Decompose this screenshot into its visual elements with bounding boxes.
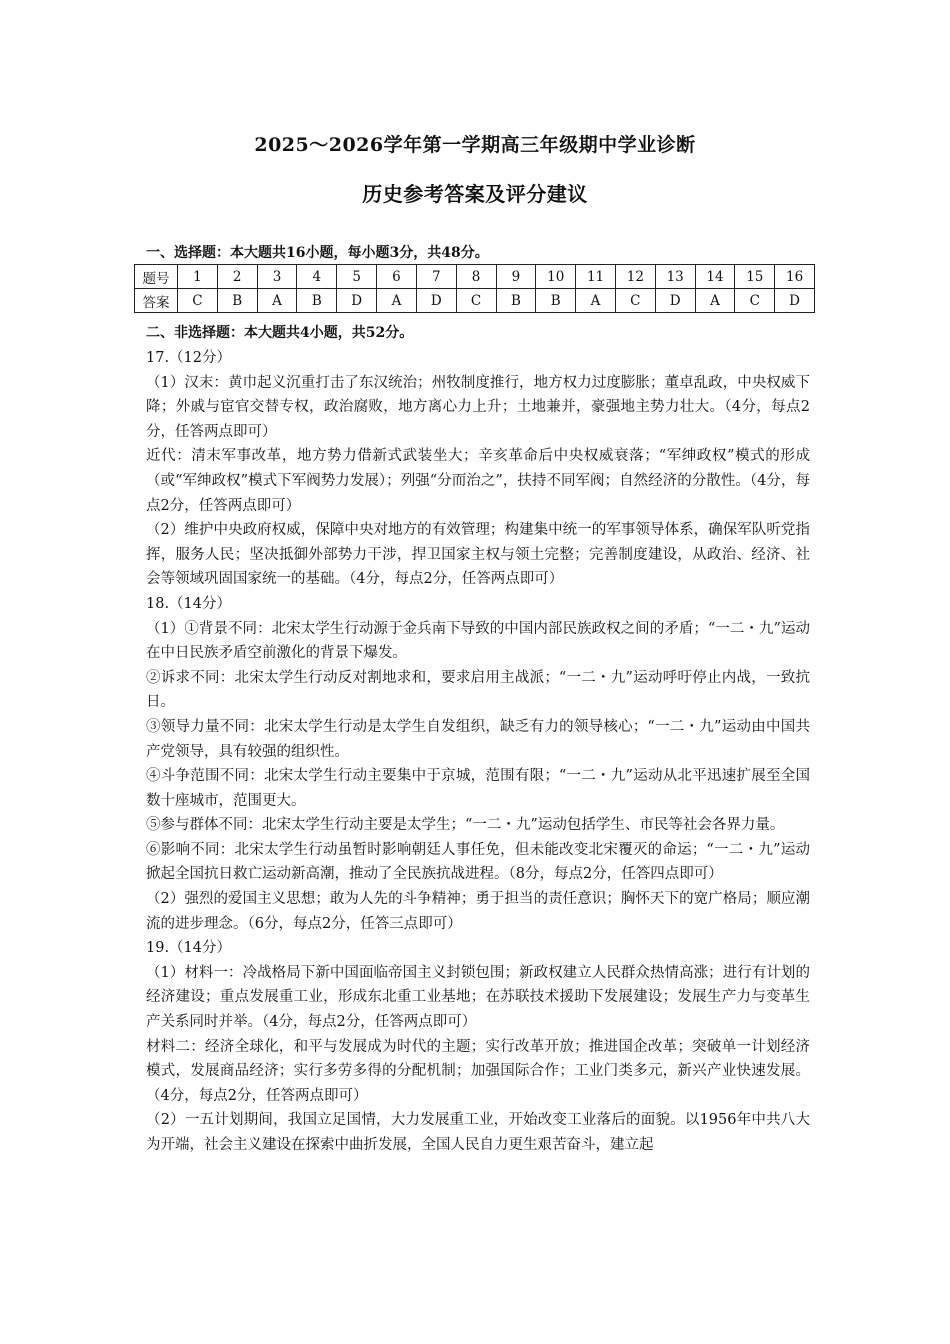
answer-paragraph: 19.（14分） (146, 940, 232, 957)
answer-paragraph: （1）①背景不同：北宋太学生行动源于金兵南下导致的中国内部民族政权之间的矛盾；“一二・九”运动在中日民族矛盾空前激化的背景下爆发。 (146, 620, 810, 662)
question-number-cell: 3 (257, 265, 297, 289)
answer-cell: B (536, 289, 576, 313)
question-number-cell: 1 (178, 265, 218, 289)
answer-paragraph: （2）维护中央政府权威，保障中央对地方的有效管理；构建集中统一的军事领导体系，确保军队听党指挥，服务人民；坚决抵御外部势力干涉，捍卫国家主权与领土完整；完善制度建设，从政治、经济、社会等领域巩固国家统一的基础。（4分，每点2分，任答两点即可） (146, 522, 810, 588)
answer-paragraph: ⑥影响不同：北宋太学生行动虽暂时影响朝廷人事任免，但未能改变北宋覆灭的命运；“一二・九”运动掀起全国抗日救亡运动新高潮，推动了全民族抗战进程。（8分，每点2分，任答四点即可） (146, 841, 810, 883)
answer-cell: A (695, 289, 735, 313)
question-number-cell: 15 (735, 265, 775, 289)
question-number-cell: 5 (337, 265, 377, 289)
answer-paragraph: 材料二：经济全球化，和平与发展成为时代的主题；实行改革开放；推进国企改革；突破单一计划经济模式，发展商品经济；实行多劳多得的分配机制；加强国际合作；工业门类多元，新兴产业快速发展。（4分，每点2分，任答两点即可） (146, 1038, 810, 1104)
answer-cell: C (735, 289, 775, 313)
answer-cell: B (217, 289, 257, 313)
answer-row (135, 289, 815, 313)
answer-paragraph: ④斗争范围不同：北宋太学生行动主要集中于京城，范围有限；“一二・九”运动从北平迅速扩展至全国数十座城市，范围更大。 (146, 768, 810, 809)
answer-paragraph: 18.（14分） (146, 595, 232, 612)
section1-heading: 一、选择题：本大题共16小题，每小题3分，共48分。 (146, 245, 489, 261)
answer-cell: A (576, 289, 616, 313)
section2-heading: 二、非选择题：本大题共4小题，共52分。 (146, 325, 414, 341)
answer-paragraph: （1）材料一：冷战格局下新中国面临帝国主义封锁包围；新政权建立人民群众热情高涨；进行有计划的经济建设；重点发展重工业，形成东北重工业基地；在苏联技术援助下发展建设；发展生产力与变革生产关系同时并举。（4分，每点2分，任答两点即可） (146, 964, 810, 1031)
answer-cell: D (416, 289, 456, 313)
answer-cell: A (257, 289, 297, 313)
answer-paragraph: （2）一五计划期间，我国立足国情，大力发展重工业，开始改变工业落后的面貌。以1956年中共八大为开端，社会主义建设在探索中曲折发展，全国人民自力更生艰苦奋斗，建立起 (146, 1112, 810, 1153)
row-label-answer: 答案 (135, 289, 178, 313)
answer-cell: D (775, 289, 815, 313)
question-number-cell: 14 (695, 265, 735, 289)
question-number-cell: 13 (655, 265, 695, 289)
question-number-row (135, 265, 815, 289)
question-number-cell: 9 (496, 265, 536, 289)
question-number-cell: 11 (576, 265, 616, 289)
answer-cell: C (456, 289, 496, 313)
answer-paragraph: ⑤参与群体不同：北宋太学生行动主要是太学生；“一二・九”运动包括学生、市民等社会各界力量。 (146, 817, 785, 834)
row-label-number: 题号 (135, 265, 178, 289)
answer-cell: B (297, 289, 337, 313)
page-subtitle: 历史参考答案及评分建议 (362, 182, 588, 206)
page-title: 2025～2026学年第一学期高三年级期中学业诊断 (254, 134, 696, 156)
question-number-cell: 4 (297, 265, 337, 289)
answer-paragraph: 近代：清末军事改革，地方势力借新式武装坐大；辛亥革命后中央权威衰落；“军绅政权”模式的形成（或“军绅政权”模式下军阀势力发展）；列强“分而治之”，扶持不同军阀；自然经济的分散性。（4分，每点2分，任答两点即可） (146, 448, 810, 514)
question-number-cell: 2 (217, 265, 257, 289)
answer-cell: C (615, 289, 655, 313)
answer-table (134, 264, 815, 313)
answer-paragraph: 17.（12分） (146, 350, 232, 366)
question-number-cell: 12 (615, 265, 655, 289)
answer-cell: D (337, 289, 377, 313)
answer-paragraph: （2）强烈的爱国主义思想；敢为人先的斗争精神；勇于担当的责任意识；胸怀天下的宽广格局；顺应潮流的进步理念。（6分，每点2分，任答三点即可） (146, 891, 810, 932)
answer-cell: C (178, 289, 218, 313)
answer-cell: A (377, 289, 417, 313)
question-number-cell: 10 (536, 265, 576, 289)
answer-paragraph: ③领导力量不同：北宋太学生行动是太学生自发组织，缺乏有力的领导核心；“一二・九”运动由中国共产党领导，具有较强的组织性。 (146, 718, 810, 760)
answer-paragraph: （1）汉末：黄巾起义沉重打击了东汉统治；州牧制度推行，地方权力过度膨胀；董卓乱政，中央权威下降；外戚与宦官交替专权，政治腐败，地方离心力上升；土地兼并，豪强地主势力壮大。（4分，每点2分，任答两点即可） (146, 374, 810, 440)
answer-body (146, 346, 810, 1158)
answer-paragraph: ②诉求不同：北宋太学生行动反对割地求和，要求启用主战派；“一二・九”运动呼吁停止内战，一致抗日。 (146, 669, 810, 711)
question-number-cell: 8 (456, 265, 496, 289)
question-number-cell: 7 (416, 265, 456, 289)
answer-cell: B (496, 289, 536, 313)
question-number-cell: 16 (775, 265, 815, 289)
question-number-cell: 6 (377, 265, 417, 289)
answer-cell: D (655, 289, 695, 313)
